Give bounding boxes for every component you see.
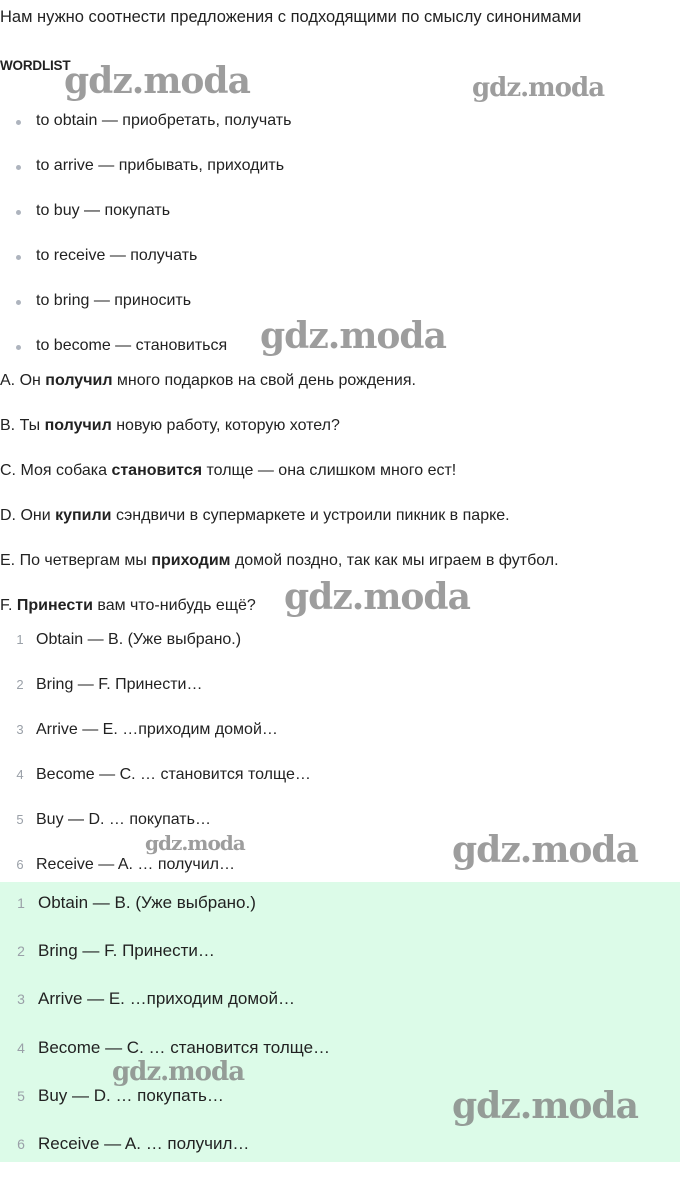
wordlist-heading: WORDLIST: [0, 58, 71, 73]
answer-text: Arrive — E. …приходим домой…: [38, 989, 296, 1009]
list-item: [0, 1131, 330, 1179]
list-item: [0, 153, 291, 198]
list-item: [0, 627, 311, 672]
item-number: 1: [17, 895, 25, 911]
item-number: 2: [17, 943, 25, 960]
item-number: 6: [16, 857, 24, 872]
bullet-icon: [16, 255, 21, 260]
watermark: gdz.moda: [112, 1057, 245, 1087]
sentence-text: много подарков на свой день рождения.: [112, 372, 416, 389]
match-text: Buy — D. … покупать…: [36, 811, 211, 828]
answer-list: [0, 890, 330, 1179]
watermark: gdz.moda: [472, 73, 605, 103]
list-item: [0, 762, 311, 807]
wordlist-item-text: to become — становиться: [36, 337, 228, 354]
sentence-keyword: купили: [55, 507, 112, 524]
list-item: [0, 198, 291, 243]
sentence-d: [0, 503, 559, 548]
sentence-keyword: получил: [44, 417, 112, 434]
bullet-icon: [16, 300, 21, 305]
list-item: [0, 243, 291, 288]
list-item: [0, 108, 291, 153]
answer-text: Become — C. … становится толще…: [38, 1037, 331, 1057]
wordlist-item-text: to buy — покупать: [36, 202, 171, 219]
sentence-text: A. Он: [0, 372, 46, 389]
watermark: gdz.moda: [452, 829, 638, 871]
matches-list: [0, 627, 311, 897]
sentence-text: сэндвичи в супермаркете и устроили пикник в парке.: [111, 507, 510, 524]
item-number: 3: [17, 991, 25, 1008]
sentence-text: E. По четвергам мы: [0, 552, 152, 569]
list-item: [0, 890, 330, 938]
wordlist-item-text: to obtain — приобретать, получать: [36, 112, 292, 129]
sentence-a: [0, 368, 559, 413]
wordlist: [0, 108, 291, 378]
watermark: gdz.moda: [260, 315, 446, 357]
bullet-icon: [16, 210, 21, 215]
answer-text: Receive — A. … получил…: [38, 1133, 250, 1153]
item-number: 5: [16, 812, 24, 827]
match-text: Become — C. … становится толще…: [36, 766, 311, 783]
wordlist-item-text: to bring — приносить: [36, 292, 192, 309]
sentence-keyword: приходим: [151, 552, 231, 569]
sentence-text: F.: [0, 597, 17, 614]
list-item: [0, 1083, 330, 1131]
watermark: gdz.moda: [452, 1085, 638, 1127]
bullet-icon: [16, 345, 21, 350]
watermark: gdz.moda: [64, 60, 250, 102]
wordlist-item-text: to arrive — прибывать, приходить: [36, 157, 285, 174]
item-number: 3: [16, 722, 24, 737]
list-item: [0, 938, 330, 986]
sentence-c: [0, 458, 559, 503]
sentence-text: B. Ты: [0, 417, 45, 434]
item-number: 2: [16, 677, 24, 692]
answer-text: Buy — D. … покупать…: [38, 1085, 224, 1105]
answer-text: Bring — F. Принести…: [38, 941, 215, 961]
sentence-text: D. Они: [0, 507, 56, 524]
sentences-block: [0, 368, 559, 638]
match-text: Receive — A. … получил…: [36, 856, 235, 873]
item-number: 5: [17, 1087, 25, 1104]
match-text: Obtain — B. (Уже выбрано.): [36, 631, 242, 648]
sentence-text: домой поздно, так как мы играем в футбол.: [230, 552, 559, 569]
bullet-icon: [16, 120, 21, 125]
sentence-keyword: получил: [45, 372, 113, 389]
match-text: Bring — F. Принести…: [36, 676, 203, 693]
list-item: [0, 986, 330, 1034]
item-number: 6: [17, 1135, 25, 1152]
intro-text: Нам нужно соотнести предложения с подходящими по смыслу синонимами: [0, 8, 582, 26]
item-number: 1: [16, 632, 24, 647]
watermark: gdz.moda: [145, 831, 245, 855]
sentence-e: [0, 548, 559, 593]
item-number: 4: [16, 767, 24, 782]
answer-text: Obtain — B. (Уже выбрано.): [38, 893, 256, 912]
list-item: [0, 672, 311, 717]
bullet-icon: [16, 165, 21, 170]
list-item: [0, 288, 291, 333]
sentence-b: [0, 413, 559, 458]
list-item: [0, 717, 311, 762]
sentence-keyword: становится: [111, 462, 203, 479]
match-text: Arrive — E. …приходим домой…: [36, 721, 278, 738]
sentence-text: вам что-нибудь ещё?: [92, 597, 256, 614]
sentence-text: новую работу, которую хотел?: [111, 417, 340, 434]
sentence-text: C. Моя собака: [0, 462, 112, 479]
watermark: gdz.moda: [284, 576, 470, 618]
sentence-text: толще — она слишком много ест!: [202, 462, 457, 479]
wordlist-item-text: to receive — получать: [36, 247, 198, 264]
item-number: 4: [17, 1039, 25, 1056]
sentence-keyword: Принести: [16, 597, 93, 614]
